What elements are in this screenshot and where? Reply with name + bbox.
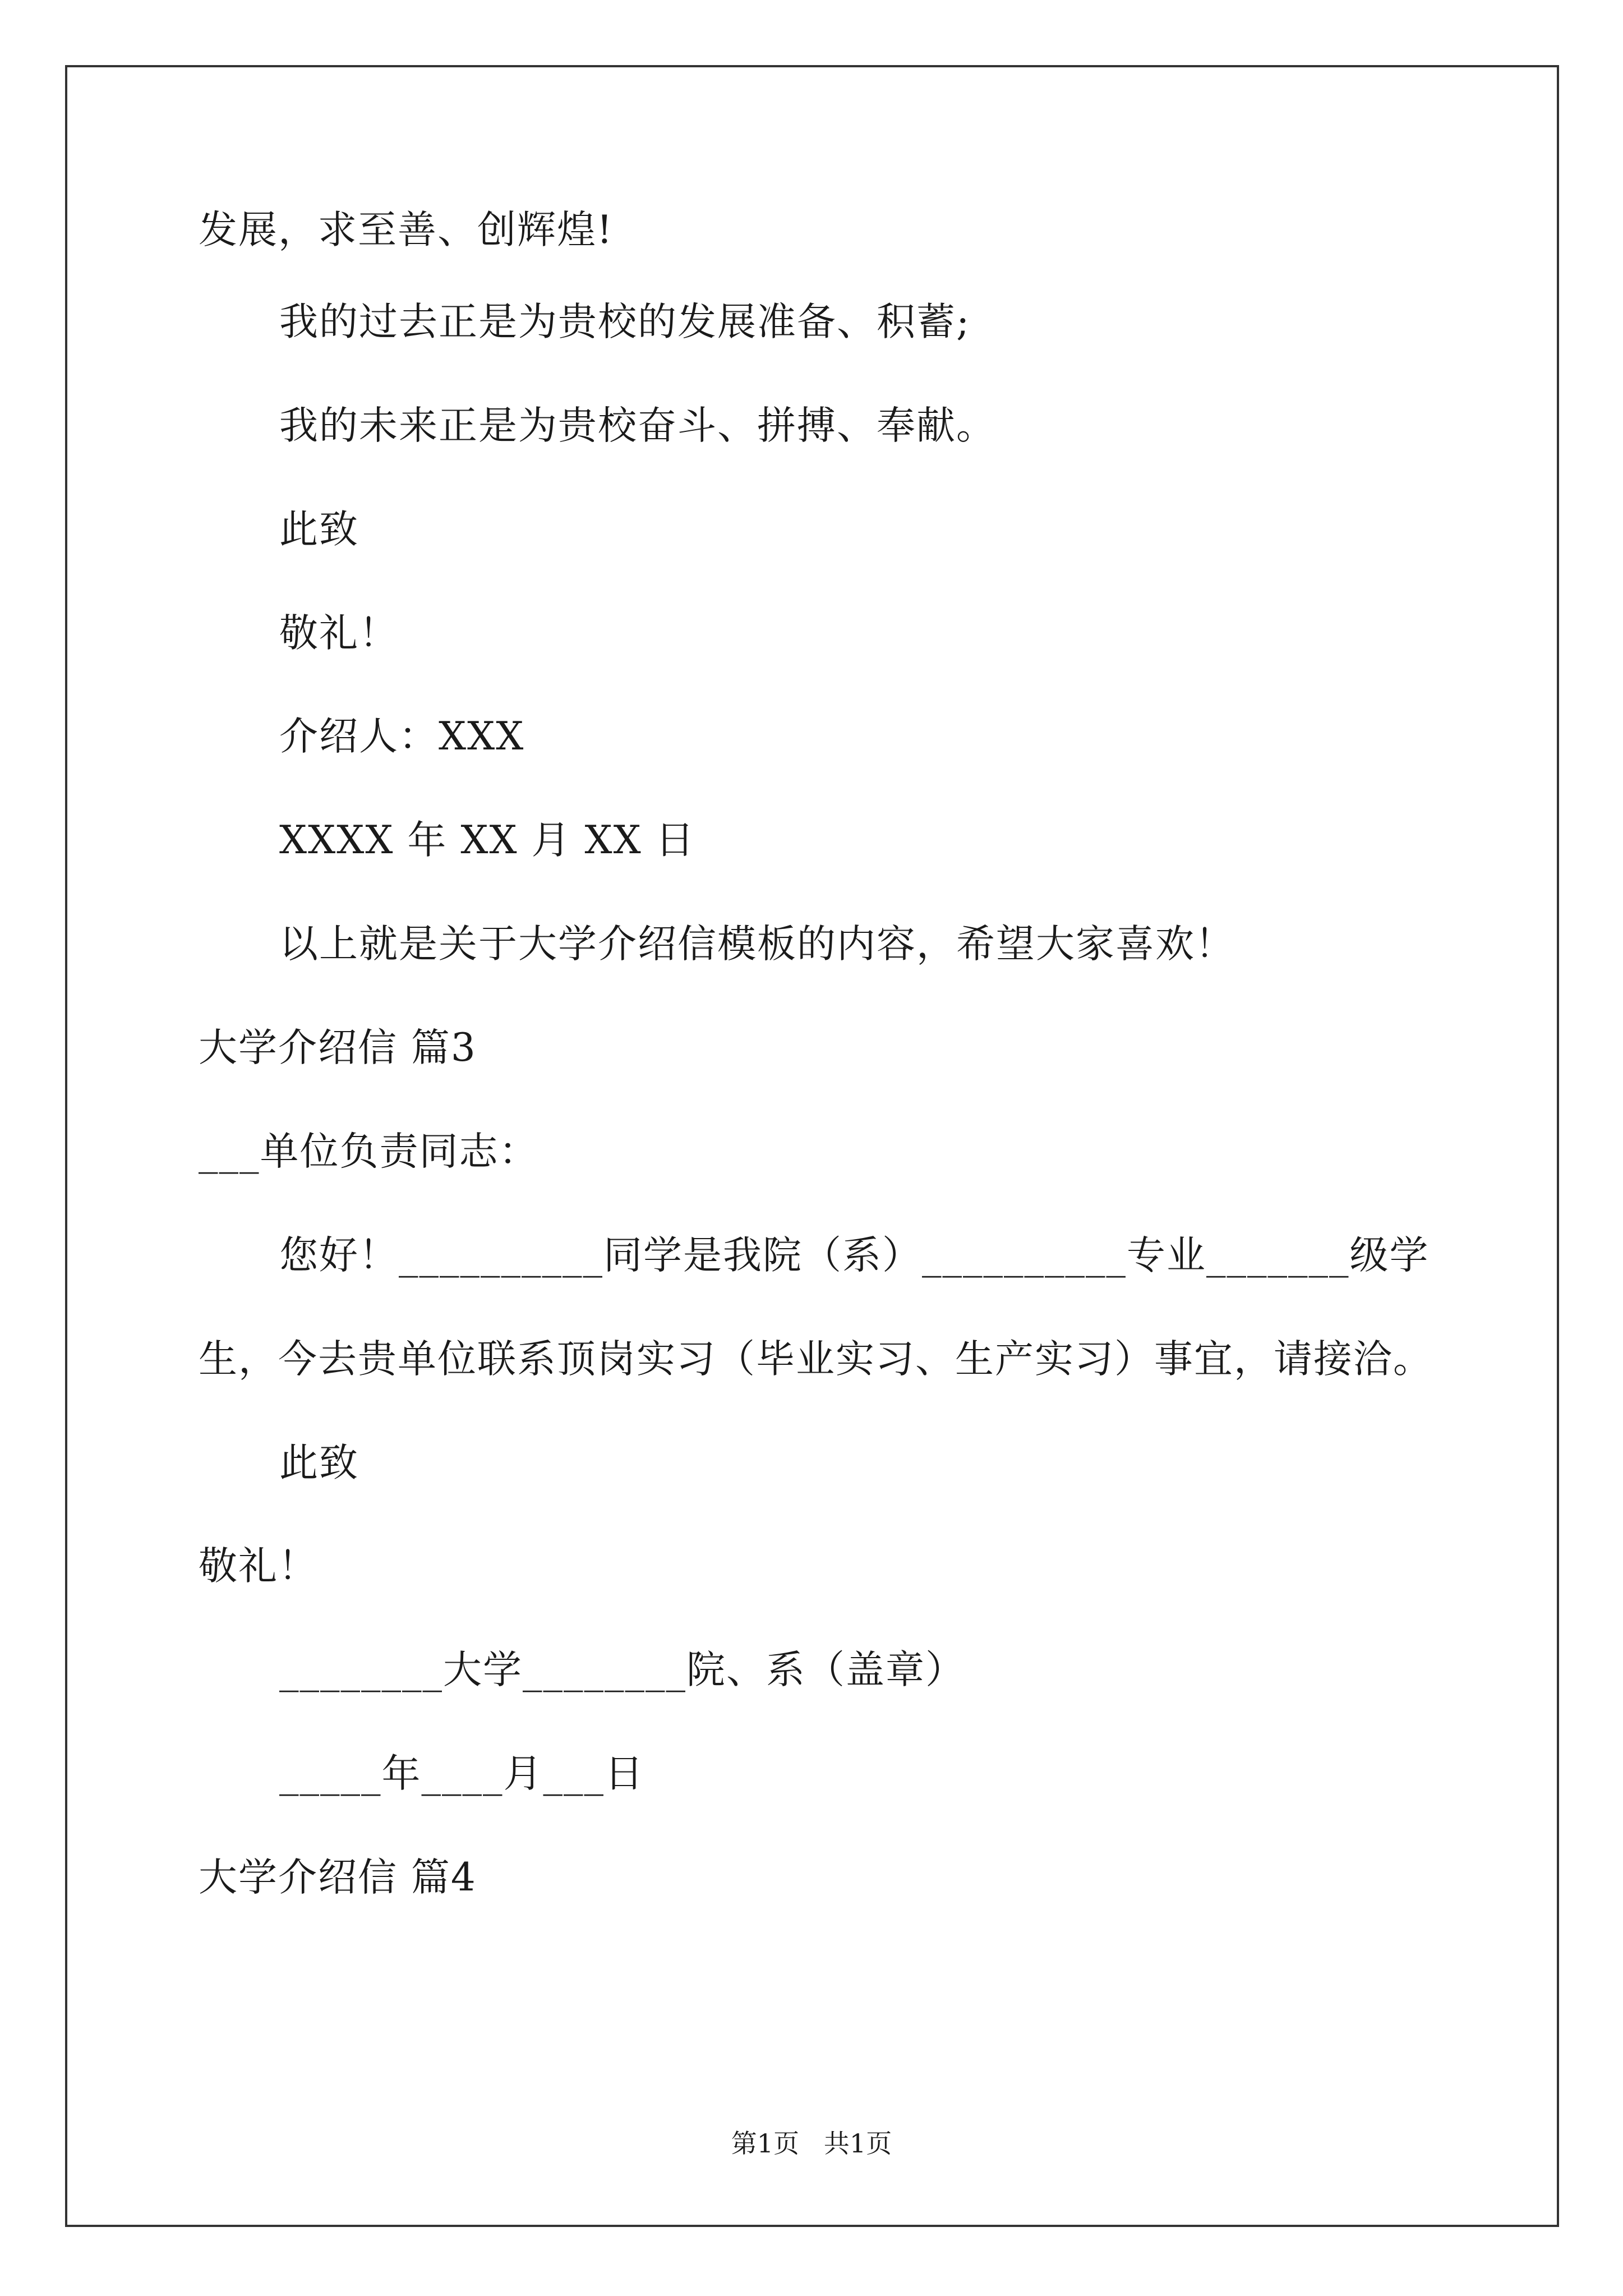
signature-line: ________大学________院、系（盖章）: [279, 1648, 965, 1692]
date-line: XXXX 年 XX 月 XX 日: [279, 818, 695, 863]
recipient-line: ___单位负责同志：: [199, 1129, 539, 1174]
closing-salutation: 此致: [279, 1441, 359, 1485]
section-heading: 大学介绍信 篇4: [199, 1855, 477, 1900]
closing-salutation: 此致: [279, 507, 359, 552]
paragraph-line: 我的未来正是为贵校奋斗、拼搏、奉献。: [279, 403, 996, 448]
introducer-line: 介绍人：XXX: [279, 714, 525, 759]
paragraph-line: 发展，求至善、创辉煌!: [199, 208, 614, 252]
closing-regards: 敬礼！: [199, 1544, 318, 1589]
paragraph-line: 生，今去贵单位联系顶岗实习（毕业实习、生产实习）事宜，请接洽。: [199, 1337, 1433, 1382]
paragraph-line: 以上就是关于大学介绍信模板的内容，希望大家喜欢！: [279, 922, 1235, 967]
date-line: _____年____月___日: [279, 1751, 644, 1796]
paragraph-line: 我的过去正是为贵校的发展准备、积蓄;: [279, 300, 971, 344]
section-heading: 大学介绍信 篇3: [199, 1025, 477, 1070]
paragraph-line: 您好！__________同学是我院（系）__________专业_______级学: [279, 1233, 1430, 1278]
page-footer: 第1页 共1页: [731, 2128, 892, 2159]
closing-regards: 敬礼！: [279, 611, 399, 656]
